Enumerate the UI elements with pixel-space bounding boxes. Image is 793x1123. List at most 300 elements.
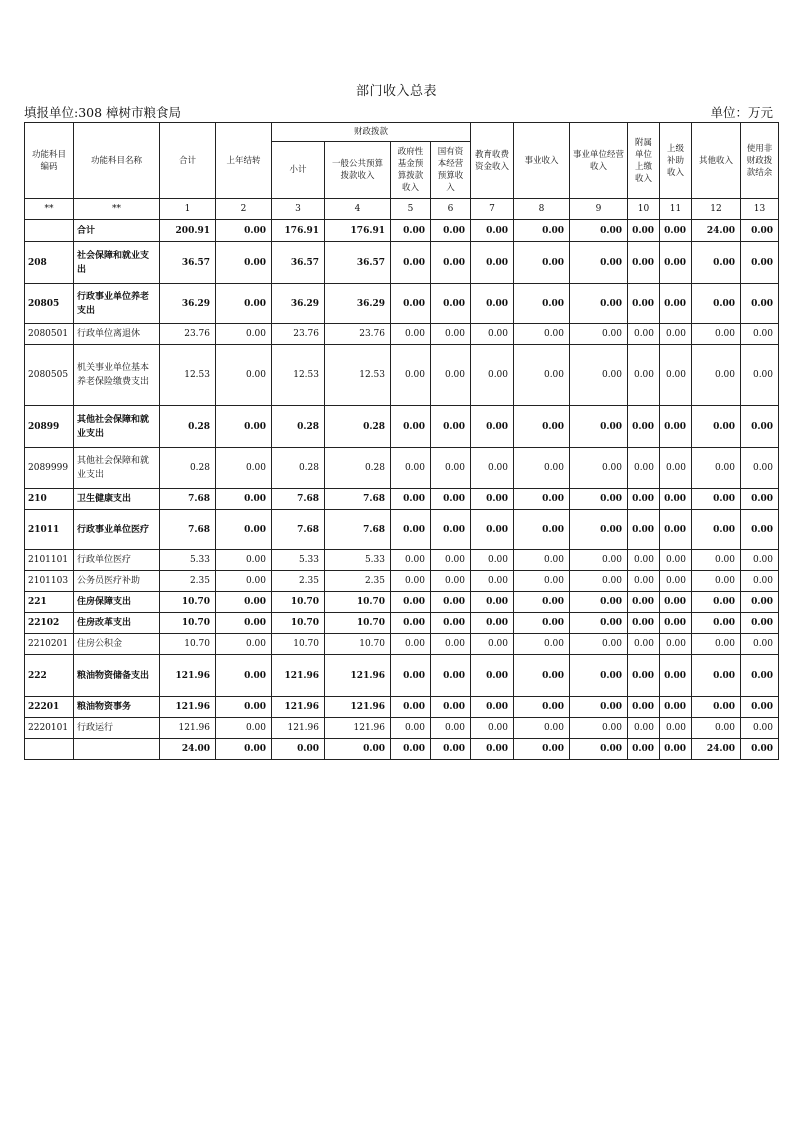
amount-cell: 0.00 (692, 655, 741, 697)
amount-cell: 0.00 (471, 655, 514, 697)
amount-cell: 0.00 (570, 489, 628, 510)
amount-cell: 0.00 (391, 489, 431, 510)
amount-cell: 0.00 (391, 448, 431, 489)
amount-cell: 0.00 (660, 406, 692, 448)
amount-cell: 0.00 (431, 284, 471, 324)
table-row (25, 489, 779, 510)
amount-cell: 0.00 (660, 550, 692, 571)
subject-code-cell: 208 (25, 242, 74, 284)
subject-name-cell: 行政运行 (74, 718, 160, 739)
amount-cell: 0.00 (628, 324, 660, 345)
amount-cell: 2.35 (272, 571, 325, 592)
amount-cell: 0.00 (628, 510, 660, 550)
amount-cell: 10.70 (325, 634, 391, 655)
amount-cell: 36.29 (272, 284, 325, 324)
amount-cell: 0.00 (391, 406, 431, 448)
amount-cell: 5.33 (325, 550, 391, 571)
amount-cell: 0.00 (628, 613, 660, 634)
amount-cell: 0.00 (692, 697, 741, 718)
amount-cell: 0.00 (471, 739, 514, 760)
subject-name-cell (74, 739, 160, 760)
subject-name-cell: 行政单位医疗 (74, 550, 160, 571)
subject-name-cell: 行政单位离退休 (74, 324, 160, 345)
amount-cell: 7.68 (160, 510, 216, 550)
amount-cell: 36.57 (325, 242, 391, 284)
header-edu-fee: 教育收费资金收入 (471, 123, 514, 199)
amount-cell: 0.00 (628, 571, 660, 592)
subject-code-cell: 22201 (25, 697, 74, 718)
amount-cell: 0.00 (216, 739, 272, 760)
amount-cell: 121.96 (160, 697, 216, 718)
amount-cell: 0.00 (391, 739, 431, 760)
amount-cell: 0.00 (741, 592, 779, 613)
amount-cell: 0.00 (628, 697, 660, 718)
amount-cell: 0.00 (216, 697, 272, 718)
amount-cell: 0.00 (216, 324, 272, 345)
index-row (25, 199, 779, 220)
amount-cell: 0.00 (431, 510, 471, 550)
amount-cell: 0.00 (692, 406, 741, 448)
amount-cell: 0.00 (741, 220, 779, 242)
amount-cell: 0.00 (628, 634, 660, 655)
amount-cell: 0.00 (216, 242, 272, 284)
amount-cell: 0.00 (514, 592, 570, 613)
amount-cell: 0.00 (570, 242, 628, 284)
amount-cell: 0.00 (570, 284, 628, 324)
header-fiscal-group: 财政拨款 (272, 123, 471, 142)
amount-cell: 0.00 (628, 242, 660, 284)
amount-cell: 0.00 (514, 655, 570, 697)
index-cell: 4 (325, 199, 391, 220)
index-cell: 3 (272, 199, 325, 220)
amount-cell: 0.00 (660, 739, 692, 760)
amount-cell: 0.00 (741, 550, 779, 571)
amount-cell: 24.00 (692, 739, 741, 760)
amount-cell: 0.00 (471, 571, 514, 592)
amount-cell: 0.00 (391, 634, 431, 655)
amount-cell: 0.00 (391, 220, 431, 242)
amount-cell: 0.00 (570, 448, 628, 489)
subject-code-cell: 2089999 (25, 448, 74, 489)
amount-cell: 121.96 (160, 655, 216, 697)
subject-name-cell: 住房改革支出 (74, 613, 160, 634)
amount-cell: 0.00 (692, 550, 741, 571)
amount-cell: 0.00 (431, 592, 471, 613)
amount-cell: 24.00 (692, 220, 741, 242)
amount-cell: 0.00 (431, 220, 471, 242)
amount-cell: 2.35 (160, 571, 216, 592)
amount-cell: 0.00 (216, 345, 272, 406)
amount-cell: 0.00 (471, 697, 514, 718)
amount-cell: 0.00 (391, 655, 431, 697)
subject-name-cell: 卫生健康支出 (74, 489, 160, 510)
amount-cell: 0.00 (628, 655, 660, 697)
amount-cell: 0.00 (570, 634, 628, 655)
subject-name-cell: 合计 (74, 220, 160, 242)
amount-cell: 0.28 (272, 448, 325, 489)
index-cell: 8 (514, 199, 570, 220)
subject-code-cell (25, 739, 74, 760)
amount-cell: 0.00 (660, 489, 692, 510)
amount-cell: 0.00 (570, 406, 628, 448)
amount-cell: 0.00 (471, 550, 514, 571)
amount-cell: 0.00 (741, 655, 779, 697)
amount-cell: 0.00 (660, 448, 692, 489)
amount-cell: 0.00 (741, 448, 779, 489)
amount-cell: 0.00 (431, 448, 471, 489)
amount-cell: 0.00 (628, 406, 660, 448)
header-gov-fund: 政府性基金预算拨款收入 (391, 142, 431, 199)
header-non-fiscal: 使用非财政拨款结余 (741, 123, 779, 199)
amount-cell: 0.00 (660, 571, 692, 592)
amount-cell: 23.76 (160, 324, 216, 345)
subject-code-cell: 2101103 (25, 571, 74, 592)
amount-cell: 0.00 (216, 406, 272, 448)
header-affiliated: 附属单位上缴收入 (628, 123, 660, 199)
header-carryover: 上年结转 (216, 123, 272, 199)
amount-cell: 7.68 (272, 510, 325, 550)
subject-name-cell: 公务员医疗补助 (74, 571, 160, 592)
amount-cell: 0.00 (514, 718, 570, 739)
amount-cell: 0.00 (692, 634, 741, 655)
amount-cell: 0.00 (692, 324, 741, 345)
amount-cell: 2.35 (325, 571, 391, 592)
subject-name-cell: 粮油物资储备支出 (74, 655, 160, 697)
amount-cell: 121.96 (325, 655, 391, 697)
amount-cell: 0.00 (660, 634, 692, 655)
amount-cell: 0.00 (741, 510, 779, 550)
subject-name-cell: 行政事业单位养老支出 (74, 284, 160, 324)
subject-name-cell: 社会保障和就业支出 (74, 242, 160, 284)
header-superior-subsidy: 上级补助收入 (660, 123, 692, 199)
amount-cell: 0.00 (216, 613, 272, 634)
amount-cell: 10.70 (160, 592, 216, 613)
amount-cell: 0.00 (514, 448, 570, 489)
amount-cell: 121.96 (272, 697, 325, 718)
amount-cell: 0.00 (391, 345, 431, 406)
table-row (25, 739, 779, 760)
amount-cell: 0.00 (471, 284, 514, 324)
amount-cell: 0.00 (216, 284, 272, 324)
amount-cell: 0.00 (216, 634, 272, 655)
header-general-budget: 一般公共预算拨款收入 (325, 142, 391, 199)
subject-code-cell: 20805 (25, 284, 74, 324)
amount-cell: 0.00 (471, 510, 514, 550)
amount-cell: 0.28 (325, 406, 391, 448)
amount-cell: 5.33 (160, 550, 216, 571)
amount-cell: 0.00 (628, 489, 660, 510)
amount-cell: 0.00 (431, 406, 471, 448)
amount-cell: 0.00 (514, 489, 570, 510)
subject-code-cell: 2080505 (25, 345, 74, 406)
amount-cell: 0.28 (325, 448, 391, 489)
amount-cell: 23.76 (325, 324, 391, 345)
amount-cell: 0.00 (216, 718, 272, 739)
amount-cell: 0.28 (272, 406, 325, 448)
amount-cell: 0.00 (628, 592, 660, 613)
amount-cell: 0.00 (628, 718, 660, 739)
amount-cell: 0.00 (471, 718, 514, 739)
amount-cell: 121.96 (325, 697, 391, 718)
reporting-unit: 填报单位:308 樟树市粮食局 (24, 105, 182, 120)
index-cell: ** (74, 199, 160, 220)
amount-cell: 12.53 (272, 345, 325, 406)
amount-cell: 0.00 (570, 739, 628, 760)
amount-cell: 0.00 (741, 634, 779, 655)
amount-cell: 10.70 (272, 634, 325, 655)
amount-cell: 0.00 (431, 489, 471, 510)
amount-cell: 10.70 (325, 613, 391, 634)
amount-cell: 0.00 (514, 697, 570, 718)
amount-cell: 0.00 (692, 571, 741, 592)
index-cell: 6 (431, 199, 471, 220)
amount-cell: 0.00 (660, 242, 692, 284)
amount-cell: 0.00 (391, 510, 431, 550)
table-row (25, 571, 779, 592)
amount-cell: 0.28 (160, 406, 216, 448)
amount-cell: 0.00 (391, 324, 431, 345)
amount-cell: 10.70 (272, 592, 325, 613)
amount-cell: 0.00 (514, 571, 570, 592)
amount-cell: 0.00 (660, 592, 692, 613)
amount-cell: 0.00 (514, 739, 570, 760)
amount-cell: 36.57 (160, 242, 216, 284)
index-cell: ** (25, 199, 74, 220)
table-row (25, 220, 779, 242)
amount-cell: 0.00 (216, 592, 272, 613)
amount-cell: 0.00 (692, 448, 741, 489)
header-other-income: 其他收入 (692, 123, 741, 199)
amount-cell: 0.00 (272, 739, 325, 760)
amount-cell: 0.00 (431, 634, 471, 655)
amount-cell: 0.00 (692, 242, 741, 284)
amount-cell: 0.00 (741, 739, 779, 760)
amount-cell: 0.00 (216, 510, 272, 550)
amount-cell: 0.00 (660, 613, 692, 634)
index-cell: 11 (660, 199, 692, 220)
amount-cell: 0.00 (431, 324, 471, 345)
subject-code-cell: 222 (25, 655, 74, 697)
subject-code-cell: 2080501 (25, 324, 74, 345)
amount-cell: 0.00 (514, 220, 570, 242)
amount-cell: 0.00 (216, 655, 272, 697)
amount-cell: 0.00 (391, 697, 431, 718)
amount-cell: 0.00 (741, 613, 779, 634)
amount-cell: 0.00 (660, 510, 692, 550)
table-row (25, 550, 779, 571)
amount-cell: 10.70 (325, 592, 391, 613)
amount-cell: 0.00 (570, 718, 628, 739)
amount-cell: 0.00 (216, 489, 272, 510)
amount-cell: 0.00 (514, 242, 570, 284)
index-cell: 13 (741, 199, 779, 220)
amount-cell: 0.00 (471, 406, 514, 448)
amount-cell: 0.00 (431, 739, 471, 760)
table-row (25, 345, 779, 406)
table-row (25, 634, 779, 655)
amount-cell: 0.00 (570, 592, 628, 613)
amount-cell: 0.00 (741, 489, 779, 510)
amount-cell: 0.00 (391, 242, 431, 284)
table-row (25, 510, 779, 550)
subject-name-cell: 粮油物资事务 (74, 697, 160, 718)
amount-cell: 0.00 (628, 550, 660, 571)
amount-cell: 12.53 (160, 345, 216, 406)
amount-cell: 0.00 (692, 345, 741, 406)
amount-cell: 0.00 (692, 592, 741, 613)
income-summary-table (24, 122, 779, 760)
index-cell: 10 (628, 199, 660, 220)
amount-cell: 23.76 (272, 324, 325, 345)
index-cell: 5 (391, 199, 431, 220)
amount-cell: 0.00 (514, 406, 570, 448)
subject-name-cell: 其他社会保障和就业支出 (74, 448, 160, 489)
amount-cell: 0.00 (628, 220, 660, 242)
index-cell: 12 (692, 199, 741, 220)
amount-cell: 0.00 (660, 718, 692, 739)
amount-cell: 24.00 (160, 739, 216, 760)
amount-cell: 0.00 (741, 345, 779, 406)
header-state-capital: 国有资本经营预算收入 (431, 142, 471, 199)
amount-cell: 0.00 (692, 613, 741, 634)
amount-cell: 0.00 (471, 220, 514, 242)
amount-cell: 5.33 (272, 550, 325, 571)
amount-cell: 176.91 (272, 220, 325, 242)
amount-cell: 0.00 (431, 718, 471, 739)
index-cell: 1 (160, 199, 216, 220)
header-name: 功能科目名称 (74, 123, 160, 199)
amount-cell: 0.00 (628, 345, 660, 406)
subject-code-cell (25, 220, 74, 242)
subject-name-cell: 机关事业单位基本养老保险缴费支出 (74, 345, 160, 406)
report-title: 部门收入总表 (355, 84, 437, 99)
amount-cell: 0.00 (471, 613, 514, 634)
subject-code-cell: 22102 (25, 613, 74, 634)
table-row (25, 324, 779, 345)
amount-cell: 36.29 (325, 284, 391, 324)
amount-cell: 0.00 (660, 324, 692, 345)
amount-cell: 0.00 (216, 448, 272, 489)
amount-cell: 0.00 (741, 242, 779, 284)
header-subtotal: 小计 (272, 142, 325, 199)
amount-cell: 0.00 (431, 613, 471, 634)
subject-code-cell: 20899 (25, 406, 74, 448)
amount-cell: 0.00 (570, 550, 628, 571)
amount-cell: 10.70 (160, 634, 216, 655)
table-row (25, 613, 779, 634)
amount-cell: 0.00 (570, 571, 628, 592)
table-row (25, 448, 779, 489)
amount-cell: 0.00 (628, 448, 660, 489)
amount-cell: 7.68 (272, 489, 325, 510)
amount-cell: 0.00 (514, 634, 570, 655)
amount-cell: 0.00 (431, 345, 471, 406)
amount-cell: 0.00 (431, 550, 471, 571)
amount-cell: 0.00 (660, 220, 692, 242)
amount-cell: 0.00 (741, 406, 779, 448)
amount-cell: 0.00 (471, 242, 514, 284)
amount-cell: 0.00 (391, 284, 431, 324)
amount-cell: 0.00 (431, 655, 471, 697)
amount-cell: 0.00 (692, 489, 741, 510)
amount-cell: 0.00 (741, 571, 779, 592)
amount-cell: 0.00 (216, 550, 272, 571)
amount-cell: 121.96 (272, 718, 325, 739)
subject-name-cell: 住房公积金 (74, 634, 160, 655)
amount-cell: 121.96 (160, 718, 216, 739)
amount-cell: 10.70 (272, 613, 325, 634)
amount-cell: 0.00 (741, 324, 779, 345)
amount-cell: 0.00 (514, 284, 570, 324)
amount-cell: 0.00 (628, 284, 660, 324)
amount-cell: 36.57 (272, 242, 325, 284)
table-row (25, 655, 779, 697)
amount-cell: 0.00 (660, 697, 692, 718)
amount-cell: 0.00 (514, 345, 570, 406)
amount-cell: 176.91 (325, 220, 391, 242)
header-total: 合计 (160, 123, 216, 199)
amount-cell: 0.00 (391, 571, 431, 592)
index-cell: 9 (570, 199, 628, 220)
amount-cell: 0.00 (628, 739, 660, 760)
table-row (25, 242, 779, 284)
amount-cell: 12.53 (325, 345, 391, 406)
amount-cell: 0.00 (391, 592, 431, 613)
subject-code-cell: 221 (25, 592, 74, 613)
amount-cell: 0.00 (216, 571, 272, 592)
subject-name-cell: 住房保障支出 (74, 592, 160, 613)
amount-cell: 0.00 (741, 284, 779, 324)
amount-cell: 0.00 (660, 345, 692, 406)
amount-cell: 0.00 (471, 324, 514, 345)
amount-cell: 0.00 (471, 345, 514, 406)
amount-cell: 0.00 (471, 448, 514, 489)
amount-cell: 121.96 (272, 655, 325, 697)
amount-cell: 0.00 (391, 550, 431, 571)
subject-name-cell: 行政事业单位医疗 (74, 510, 160, 550)
amount-cell: 0.00 (216, 220, 272, 242)
amount-cell: 0.00 (514, 550, 570, 571)
amount-cell: 0.00 (692, 284, 741, 324)
subject-code-cell: 2101101 (25, 550, 74, 571)
amount-cell: 0.00 (692, 510, 741, 550)
amount-cell: 0.00 (391, 718, 431, 739)
amount-cell: 0.00 (431, 242, 471, 284)
amount-cell: 0.00 (471, 634, 514, 655)
amount-cell: 7.68 (325, 510, 391, 550)
amount-cell: 0.00 (741, 718, 779, 739)
index-cell: 2 (216, 199, 272, 220)
amount-cell: 0.00 (692, 718, 741, 739)
amount-cell: 0.00 (471, 489, 514, 510)
amount-cell: 7.68 (160, 489, 216, 510)
table-row (25, 718, 779, 739)
amount-cell: 0.00 (570, 510, 628, 550)
amount-cell: 0.00 (431, 571, 471, 592)
table-row (25, 697, 779, 718)
amount-cell: 0.00 (570, 324, 628, 345)
subject-code-cell: 21011 (25, 510, 74, 550)
header-code: 功能科目编码 (25, 123, 74, 199)
amount-cell: 0.00 (570, 613, 628, 634)
amount-cell: 0.00 (325, 739, 391, 760)
subject-code-cell: 210 (25, 489, 74, 510)
amount-cell: 0.28 (160, 448, 216, 489)
header-business-income: 事业收入 (514, 123, 570, 199)
amount-cell: 36.29 (160, 284, 216, 324)
amount-cell: 0.00 (570, 220, 628, 242)
amount-cell: 0.00 (471, 592, 514, 613)
